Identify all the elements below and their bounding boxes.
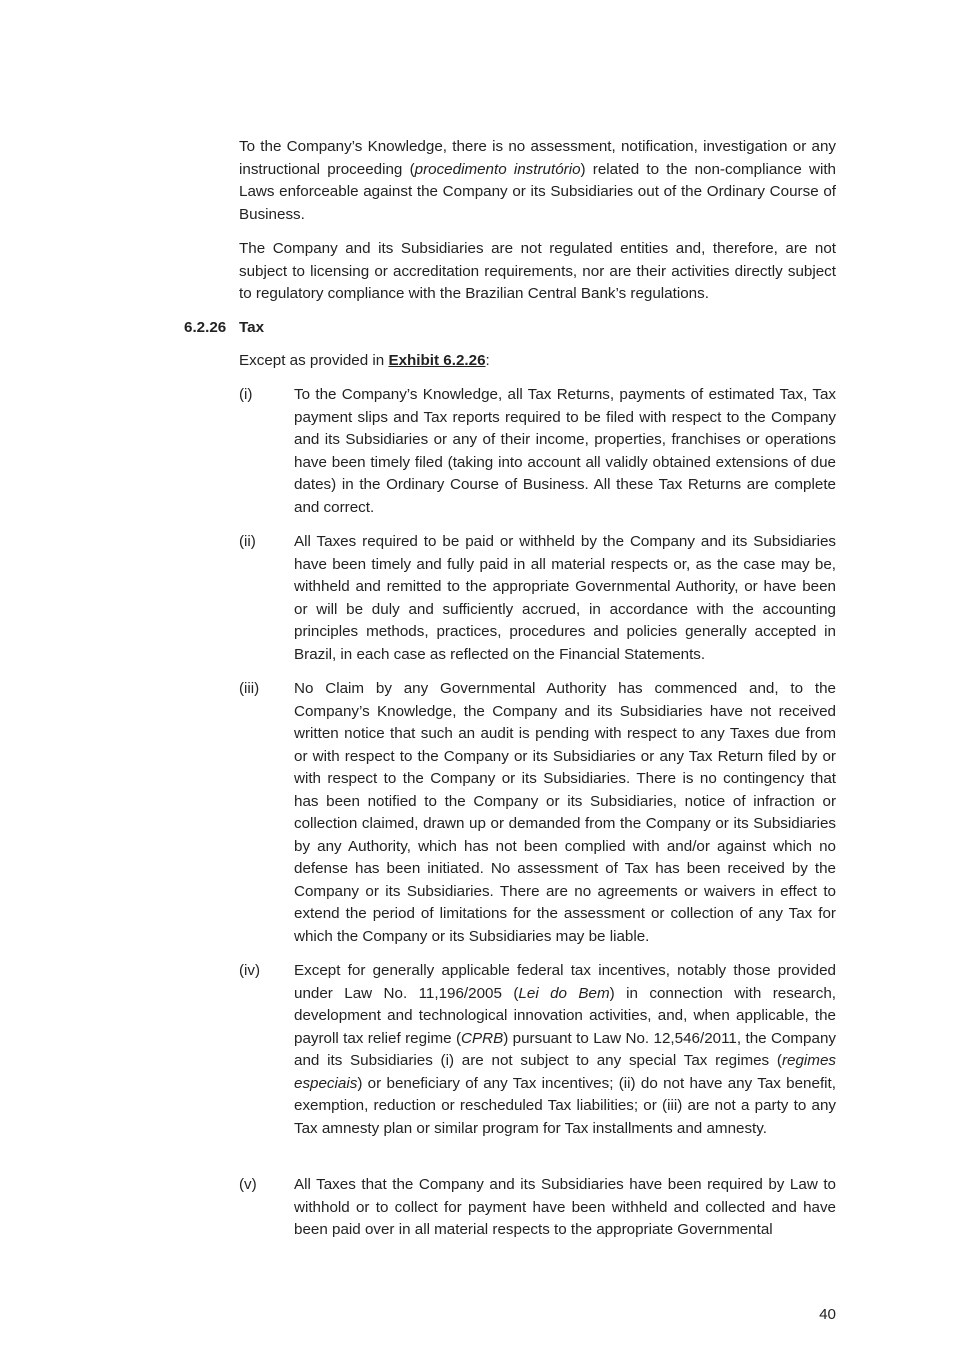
list-item	[239, 531, 836, 666]
section-title: Tax	[239, 319, 265, 336]
item-label: (iii)	[239, 680, 260, 697]
section-number: 6.2.26	[184, 319, 227, 336]
item-label: (ii)	[239, 533, 256, 550]
item-text: All Taxes that the Company and its Subsidiaries have been required by Law to withhold or to collect for payment have been withheld and collected and have been paid over in all material respects to the appropriate Governmental	[294, 1176, 836, 1238]
list-item	[239, 1174, 836, 1242]
page-number: 40	[819, 1306, 836, 1323]
item-label: (iv)	[239, 962, 261, 979]
list-item	[239, 960, 836, 1140]
item-label: (v)	[239, 1176, 257, 1193]
exhibit-reference: Exhibit 6.2.26	[388, 352, 486, 369]
intro-paragraph-2: The Company and its Subsidiaries are not regulated entities and, therefore, are not subject to licensing or accreditation requirements, nor are their activities directly subject to regulatory compliance with the Brazilian Central Bank’s regulations.	[239, 240, 836, 302]
list-item	[239, 678, 836, 948]
section-heading	[184, 317, 264, 339]
item-text: No Claim by any Governmental Authority has commenced and, to the Company’s Knowledge, the Company and its Subsidiaries have not received written notice that such an audit is pending with respect to any Taxes due from or with respect to the Company or its Subsidiaries or any Tax Return filed by or with respect to the Company or its Subsidiaries. There is no contingency that has been notified to the Company or its Subsidiaries, notice of infraction or collection claimed, drawn up or demanded from the Company or its Subsidiaries by any Authority, which has not been complied with and/or against which no defense has been initiated. No assessment of Tax has been received by the Company or its Subsidiaries. There are no agreements or waivers in effect to extend the period of limitations for the assessment or collection of any Tax for which the Company or its Subsidiaries may be liable.	[294, 680, 836, 945]
intro-paragraph-1: To the Company’s Knowledge, there is no assessment, notification, investigation or any instructional proceeding (procedimento instrutório) related to the non-compliance with Laws enforceable against the Company or its Subsidiaries out of the Ordinary Course of Business.	[239, 138, 836, 223]
list-item	[239, 384, 836, 519]
section-lead: Except as provided in Exhibit 6.2.26:	[239, 352, 490, 369]
item-text: All Taxes required to be paid or withheld by the Company and its Subsidiaries have been timely and fully paid in all material respects or, as the case may be, withheld and remitted to the appropriate Governmental Authority, or have been or will be duly and sufficiently accrued, in accordance with the accounting principles methods, practices, procedures and policies generally accepted in Brazil, in each case as reflected on the Financial Statements.	[294, 533, 836, 663]
item-label: (i)	[239, 386, 253, 403]
item-text: Except for generally applicable federal tax incentives, notably those provided under Law No. 11,196/2005 (Lei do Bem) in connection with research, development and technological innovation activities, and, when applicable, the payroll tax relief regime (CPRB) pursuant to Law No. 12,546/2011, the Company and its Subsidiaries (i) are not subject to any special Tax regimes (regimes especiais) or beneficiary of any Tax incentives; (ii) do not have any Tax benefit, exemption, reduction or rescheduled Tax liabilities; or (iii) are not a party to any Tax amnesty plan or similar program for Tax installments and amnesty.	[294, 962, 836, 1137]
item-text: To the Company’s Knowledge, all Tax Returns, payments of estimated Tax, Tax payment slips and Tax reports required to be filed with respect to the Company and its Subsidiaries or any of their income, properties, franchises or operations have been timely filed (taking into account all validly obtained extensions of due dates) in the Ordinary Course of Business. All these Tax Returns are complete and correct.	[294, 386, 836, 516]
